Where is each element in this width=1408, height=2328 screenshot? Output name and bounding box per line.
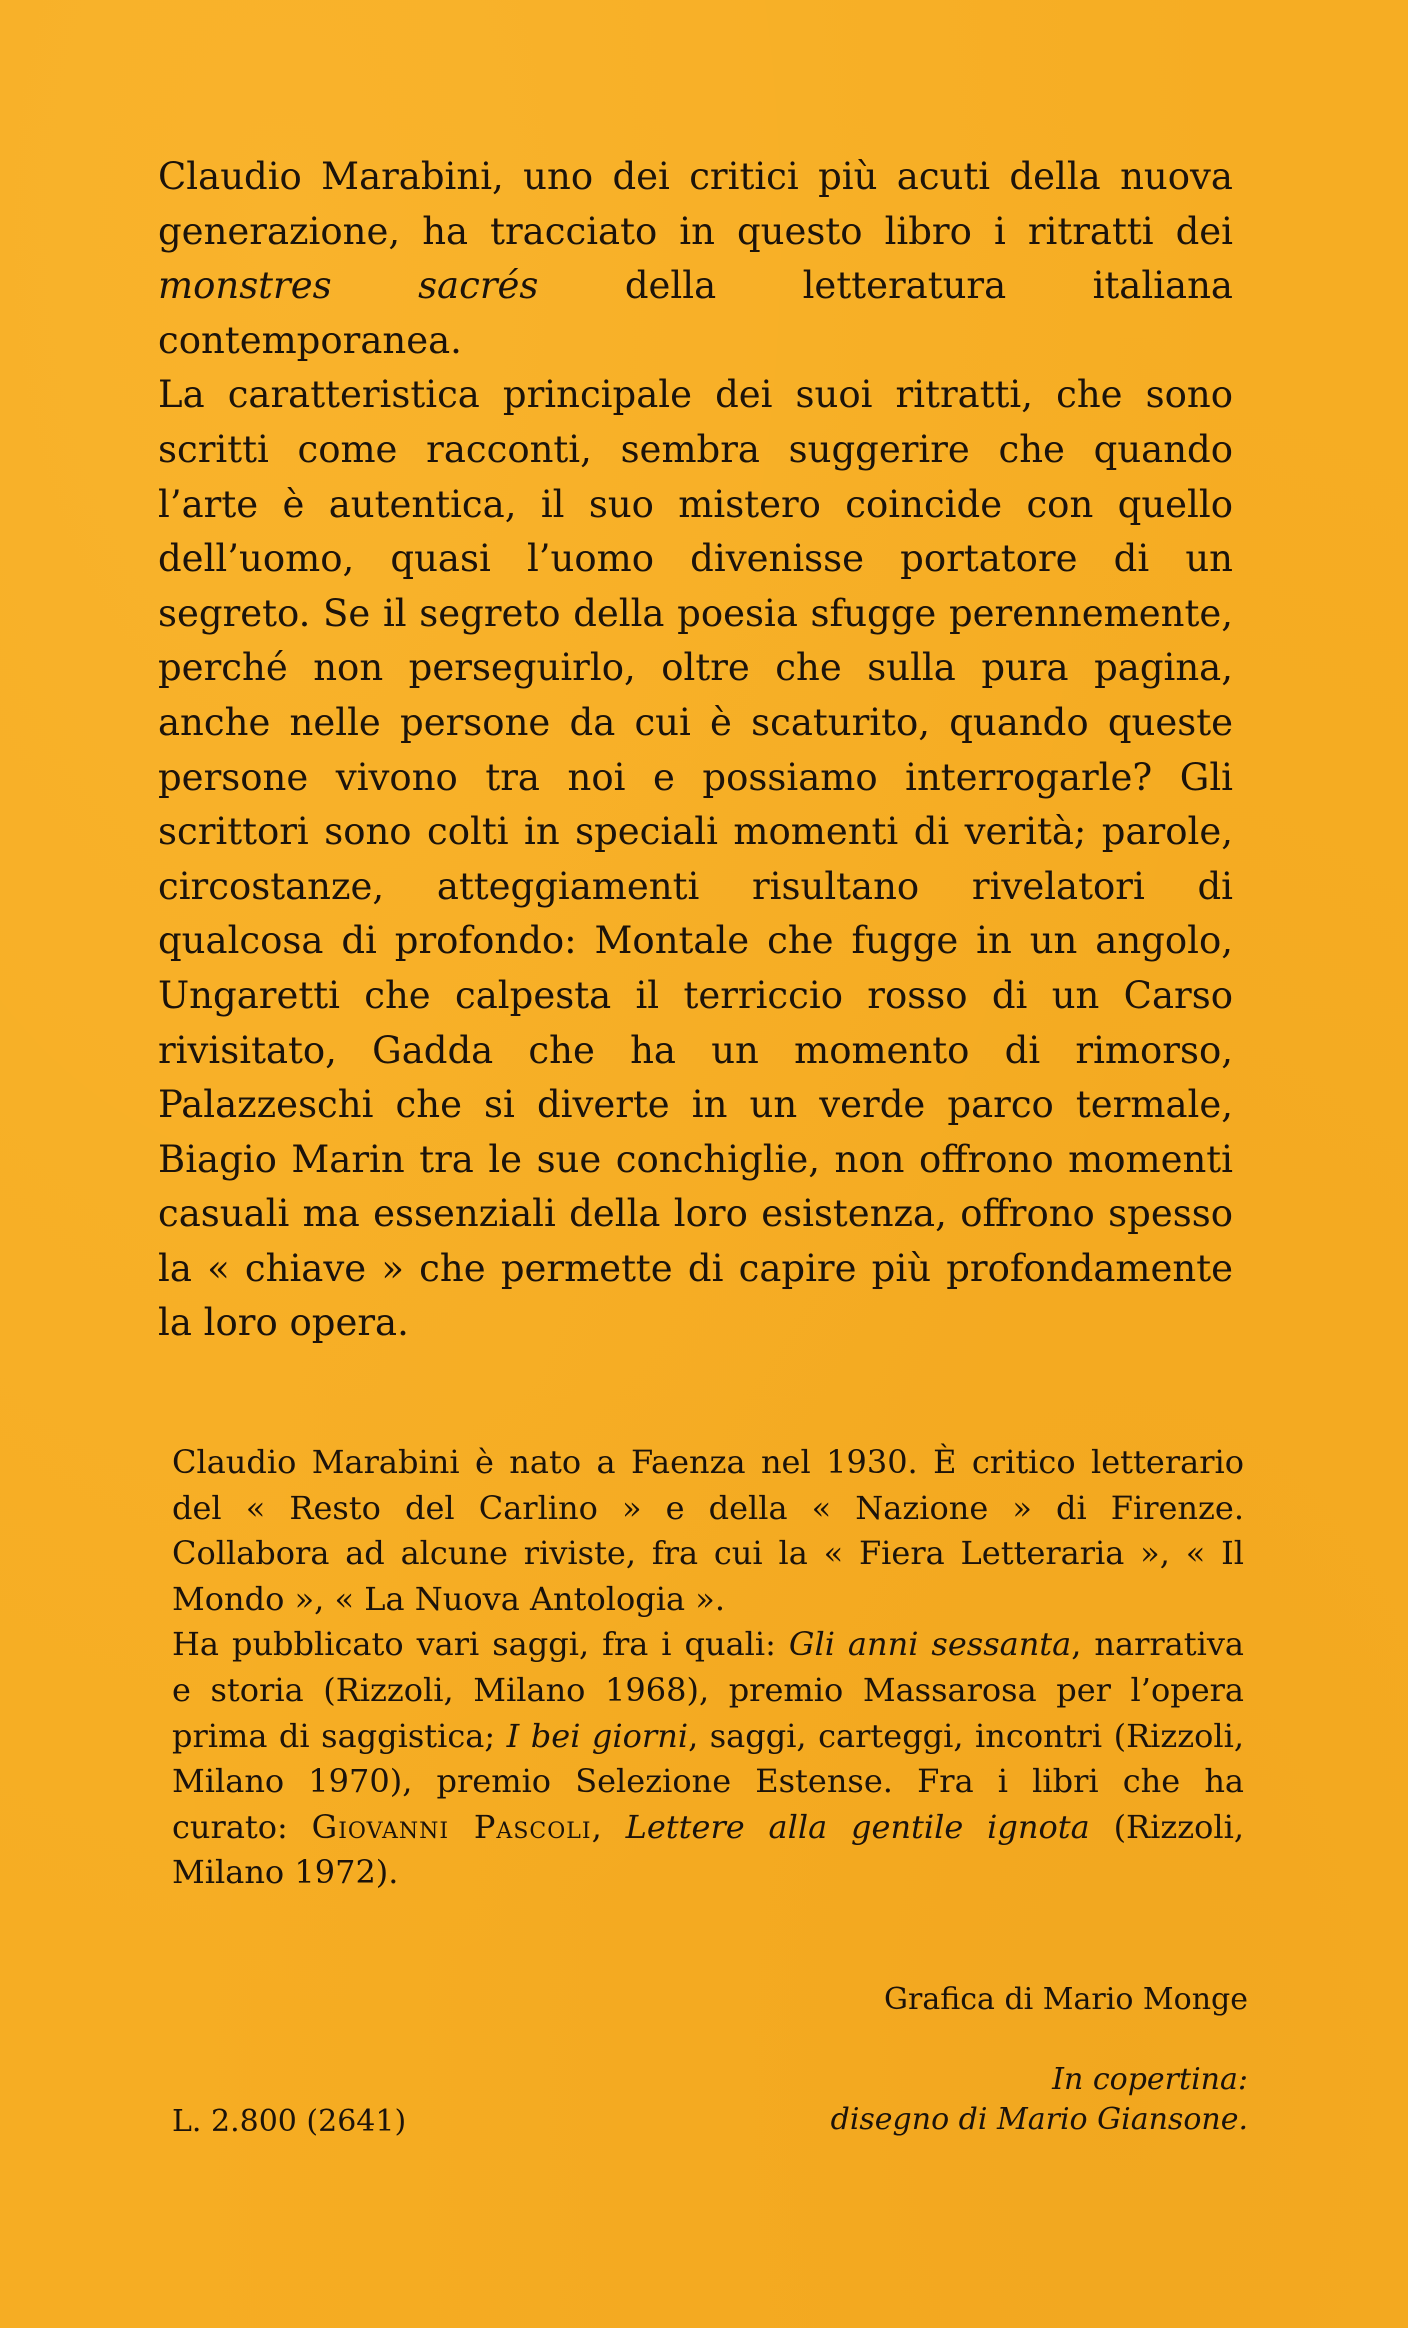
blurb-paragraph-1 — [158, 150, 1233, 368]
blurb-p1-end: della letteratura italiana contemporanea. — [158, 264, 1233, 362]
bio-paragraph-2 — [172, 1622, 1244, 1896]
bio-paragraph-1: Claudio Marabini è nato a Faenza nel 1930. È critico letterario del « Resto del Carlino » e della « Nazione » di Firenze. Collabora ad alcune riviste, fra cui la « Fiera Letteraria », « Il Mondo », « La Nuova Antologia ». — [172, 1443, 1244, 1618]
cover-credit-line-1: In copertina: — [1052, 2062, 1248, 2097]
bio-title-anni-sessanta: Gli anni sessanta — [788, 1625, 1072, 1664]
author-bio — [172, 1440, 1244, 1896]
bio-title-bei-giorni: I bei giorni — [506, 1716, 689, 1755]
bio-p2-c: , saggi, carteggi, incontri (Rizzoli, Milano 1970), premio Selezione Estense. Fra i libri che ha curato: — [172, 1716, 1245, 1846]
bio-author-pascoli: Giovanni Pascoli — [311, 1807, 592, 1846]
bio-p2-a: Ha pubblicato vari saggi, fra i quali: — [172, 1625, 789, 1664]
blurb-paragraph-2: La caratteristica principale dei suoi ritratti, che sono scritti come racconti, sembra suggerire che quando l’arte è autentica, il suo mistero coincide con quello dell’uomo, quasi l’uomo divenisse portatore di un segreto. Se il segreto della poesia sfugge perennemente, perché non perseguirlo, oltre che sulla pura pagina, anche nelle persone da cui è scaturito, quando queste persone vivono tra noi e possiamo interrogarle? Gli scrittori sono colti in speciali momenti di verità; parole, circostanze, atteggiamenti risultano rivelatori di qualcosa di profondo: Montale che fugge in un angolo, Ungaretti che calpesta il terriccio rosso di un Carso rivisitato, Gadda che ha un momento di rimorso, Palazzeschi che si diverte in un verde parco termale, Biagio Marin tra le sue conchiglie, non offrono momenti casuali ma essenziali della loro esistenza, offrono spesso la « chiave » che permette di capire più profondamente la loro opera. — [158, 373, 1233, 1345]
blurb-p1-italic: monstres sacrés — [158, 264, 539, 308]
bio-p2-d: , — [591, 1807, 626, 1846]
cover-credit — [831, 2060, 1248, 2140]
blurb-text — [158, 150, 1233, 1351]
blurb-p1-start: Claudio Marabini, uno dei critici più acuti della nuova generazione, ha tracciato in questo libro i ritratti dei — [158, 155, 1233, 253]
grafica-credit: Grafica di Mario Monge — [884, 1982, 1248, 2017]
price-label: L. 2.800 (2641) — [172, 2104, 407, 2139]
bio-title-lettere: Lettere alla gentile ignota — [625, 1807, 1090, 1846]
bio-p2-b: , narrativa e storia (Rizzoli, Milano 1968), premio Massarosa per l’opera prima di saggistica; — [172, 1625, 1245, 1755]
cover-credit-line-2: disegno di Mario Giansone. — [830, 2102, 1248, 2137]
bio-p2-e: (Rizzoli, Milano 1972). — [172, 1807, 1245, 1892]
